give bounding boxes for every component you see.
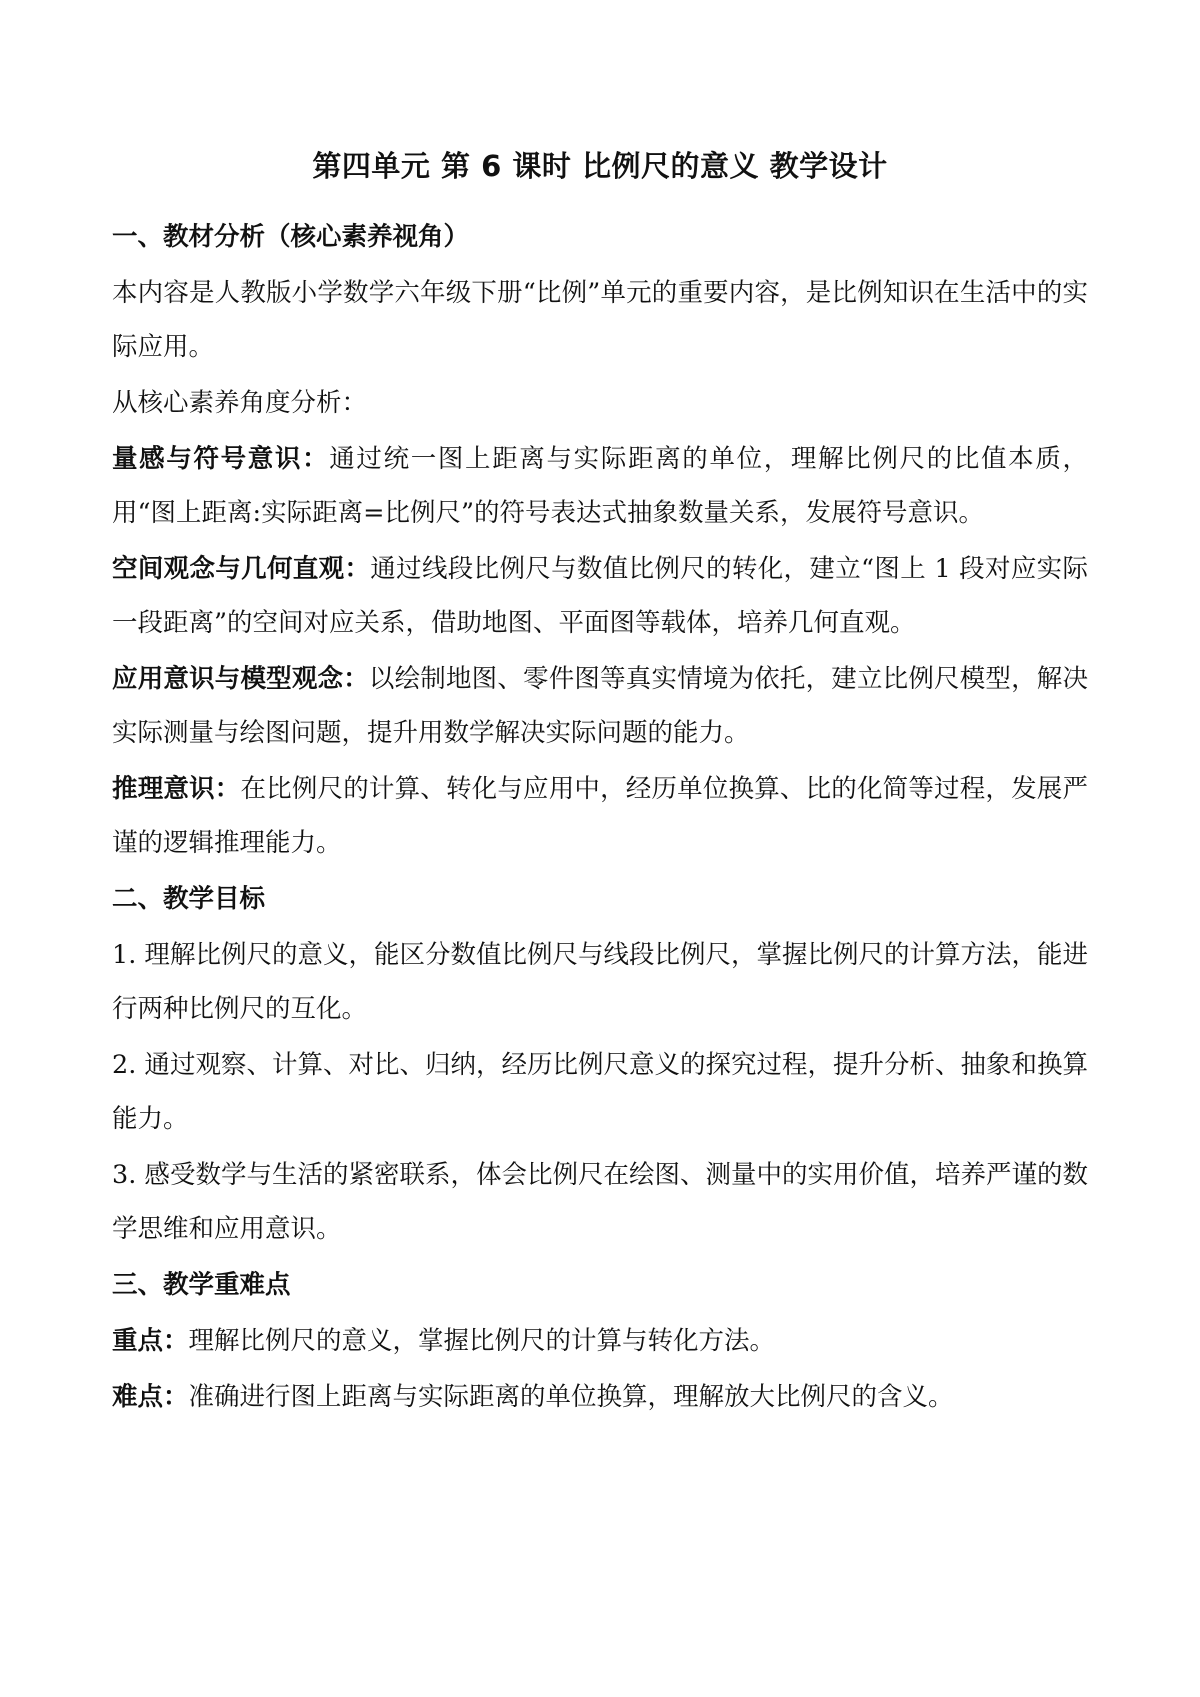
section-heading-textbook-analysis: 一、教材分析（核心素养视角）	[112, 222, 470, 252]
difficulty-label: 难点：	[112, 1382, 189, 1412]
literacy-item-text: 在比例尺的计算、转化与应用中，经历单位换算、比的化简等过程，发展严谨的逻辑推理能力。	[112, 774, 1088, 858]
difficulty-text: 准确进行图上距离与实际距离的单位换算，理解放大比例尺的含义。	[188, 1382, 954, 1412]
document-body	[112, 210, 1088, 1426]
literacy-item-label: 推理意识：	[112, 774, 241, 804]
section1-intro-paragraph: 本内容是人教版小学数学六年级下册“比例”单元的重要内容，是比例知识在生活中的实际应用。	[112, 278, 1088, 362]
literacy-item-label: 量感与符号意识：	[112, 444, 330, 474]
literacy-item-quantity-symbol	[112, 432, 1088, 540]
key-point-text: 理解比例尺的意义，掌握比例尺的计算与转化方法。	[188, 1326, 776, 1356]
literacy-item-reasoning	[112, 762, 1088, 870]
key-point-paragraph	[112, 1314, 1088, 1368]
literacy-item-label: 应用意识与模型观念：	[112, 664, 369, 694]
literacy-item-text: 通过统一图上距离与实际距离的单位，理解比例尺的比值本质，用“图上距离:实际距离=比例尺”的符号表达式抽象数量关系，发展符号意识。	[112, 444, 1088, 528]
section1-lead-paragraph: 从核心素养角度分析：	[112, 388, 368, 418]
difficulty-paragraph	[112, 1370, 1088, 1424]
goal-item: 2. 通过观察、计算、对比、归纳，经历比例尺意义的探究过程，提升分析、抽象和换算能力。	[112, 1050, 1088, 1134]
section-heading-teaching-goals: 二、教学目标	[112, 884, 266, 914]
document-title: 第四单元 第 6 课时 比例尺的意义 教学设计	[312, 149, 888, 183]
literacy-item-text: 通过线段比例尺与数值比例尺的转化，建立“图上 1 段对应实际一段距离”的空间对应关系，借助地图、平面图等载体，培养几何直观。	[112, 554, 1088, 638]
literacy-item-text: 以绘制地图、零件图等真实情境为依托，建立比例尺模型，解决实际测量与绘图问题，提升用数学解决实际问题的能力。	[112, 664, 1088, 748]
goal-item: 3. 感受数学与生活的紧密联系，体会比例尺在绘图、测量中的实用价值，培养严谨的数学思维和应用意识。	[112, 1160, 1088, 1244]
literacy-item-application-model	[112, 652, 1088, 760]
literacy-item-spatial-geometry	[112, 542, 1088, 650]
goal-item: 1. 理解比例尺的意义，能区分数值比例尺与线段比例尺，掌握比例尺的计算方法，能进行两种比例尺的互化。	[112, 940, 1088, 1024]
literacy-item-label: 空间观念与几何直观：	[112, 554, 371, 584]
section-heading-key-difficulties: 三、教学重难点	[112, 1270, 291, 1300]
key-point-label: 重点：	[112, 1326, 189, 1356]
